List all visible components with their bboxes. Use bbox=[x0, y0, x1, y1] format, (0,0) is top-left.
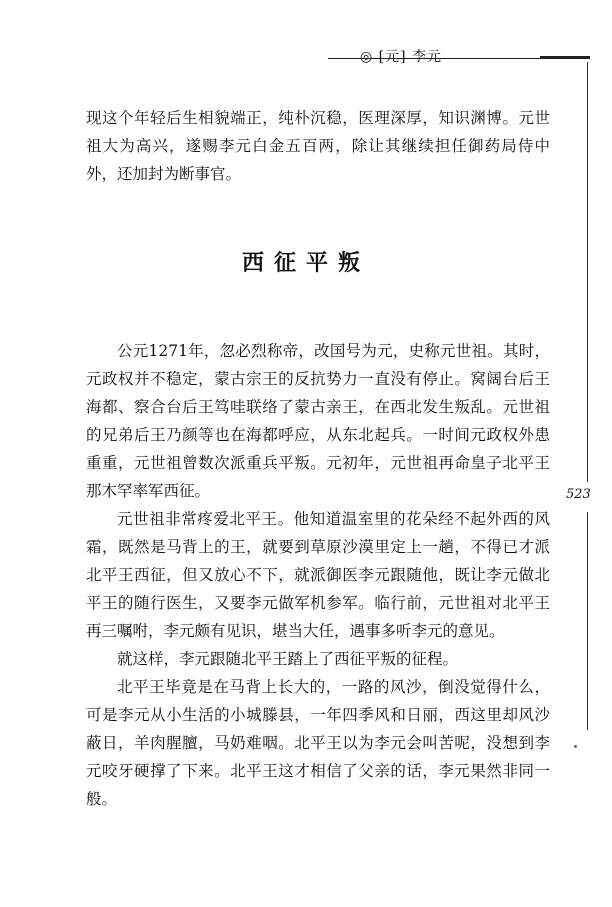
body-paragraph: 就这样，李元跟随北平王踏上了西征平叛的征程。 bbox=[117, 650, 459, 668]
body-paragraph: 元世祖非常疼爱北平王。他知道温室里的花朵经不起外西的风霜，既然是马背上的王，就要到草原沙漠里定上一趟，不得已才派北平王西征，但又放心不下，就派御医李元跟随他，既让李元做北平王的随行医生，又要李元做军机参军。临行前，元世祖对北平王再三嘱咐，李元颇有见识，堪当大任，遇事多听李元的意见。 bbox=[86, 510, 550, 640]
body-paragraph: 北平王毕竟是在马背上长大的，一路的风沙，倒没觉得什么，可是李元从小生活的小城滕县，一年四季风和日丽，西这里却风沙蔽日，羊肉腥膻，马奶难咽。北平王以为李元会叫苦呢，没想到李元咬牙硬撑了下来。北平王这才相信了父亲的话，李元果然非同一般。 bbox=[86, 678, 550, 808]
header-rule-accent bbox=[540, 56, 590, 59]
intro-paragraph: 现这个年轻后生相貌端正，纯朴沉稳，医理深厚，知识渊博。元世祖大为高兴，遂赐李元白金五百两，除让其继续担任御药局侍中外，还加封为断事官。 bbox=[86, 109, 550, 183]
running-header: ◎ [元] 李元 bbox=[360, 49, 443, 65]
section-title: 西征平叛 bbox=[241, 250, 370, 276]
margin-rule-bottom bbox=[587, 512, 588, 730]
intro-text-block bbox=[86, 104, 550, 188]
body-paragraph: 公元1271年，忽必烈称帝，改国号为元，史称元世祖。其时，元政权并不稳定，蒙古宗王的反抗势力一直没有停止。窝阔台后王海都、察合台后王笃哇联络了蒙古亲王，在西北发生叛乱。元世祖的兄弟后王乃颜等也在海都呼应，从东北起兵。一时间元政权外患重重，元世祖曾数次派重兵平叛。元初年，元世祖再命皇子北平王那木罕率军西征。 bbox=[86, 342, 550, 500]
section-body bbox=[86, 337, 550, 813]
print-mark bbox=[574, 745, 577, 748]
page-number: 523 bbox=[566, 487, 591, 502]
